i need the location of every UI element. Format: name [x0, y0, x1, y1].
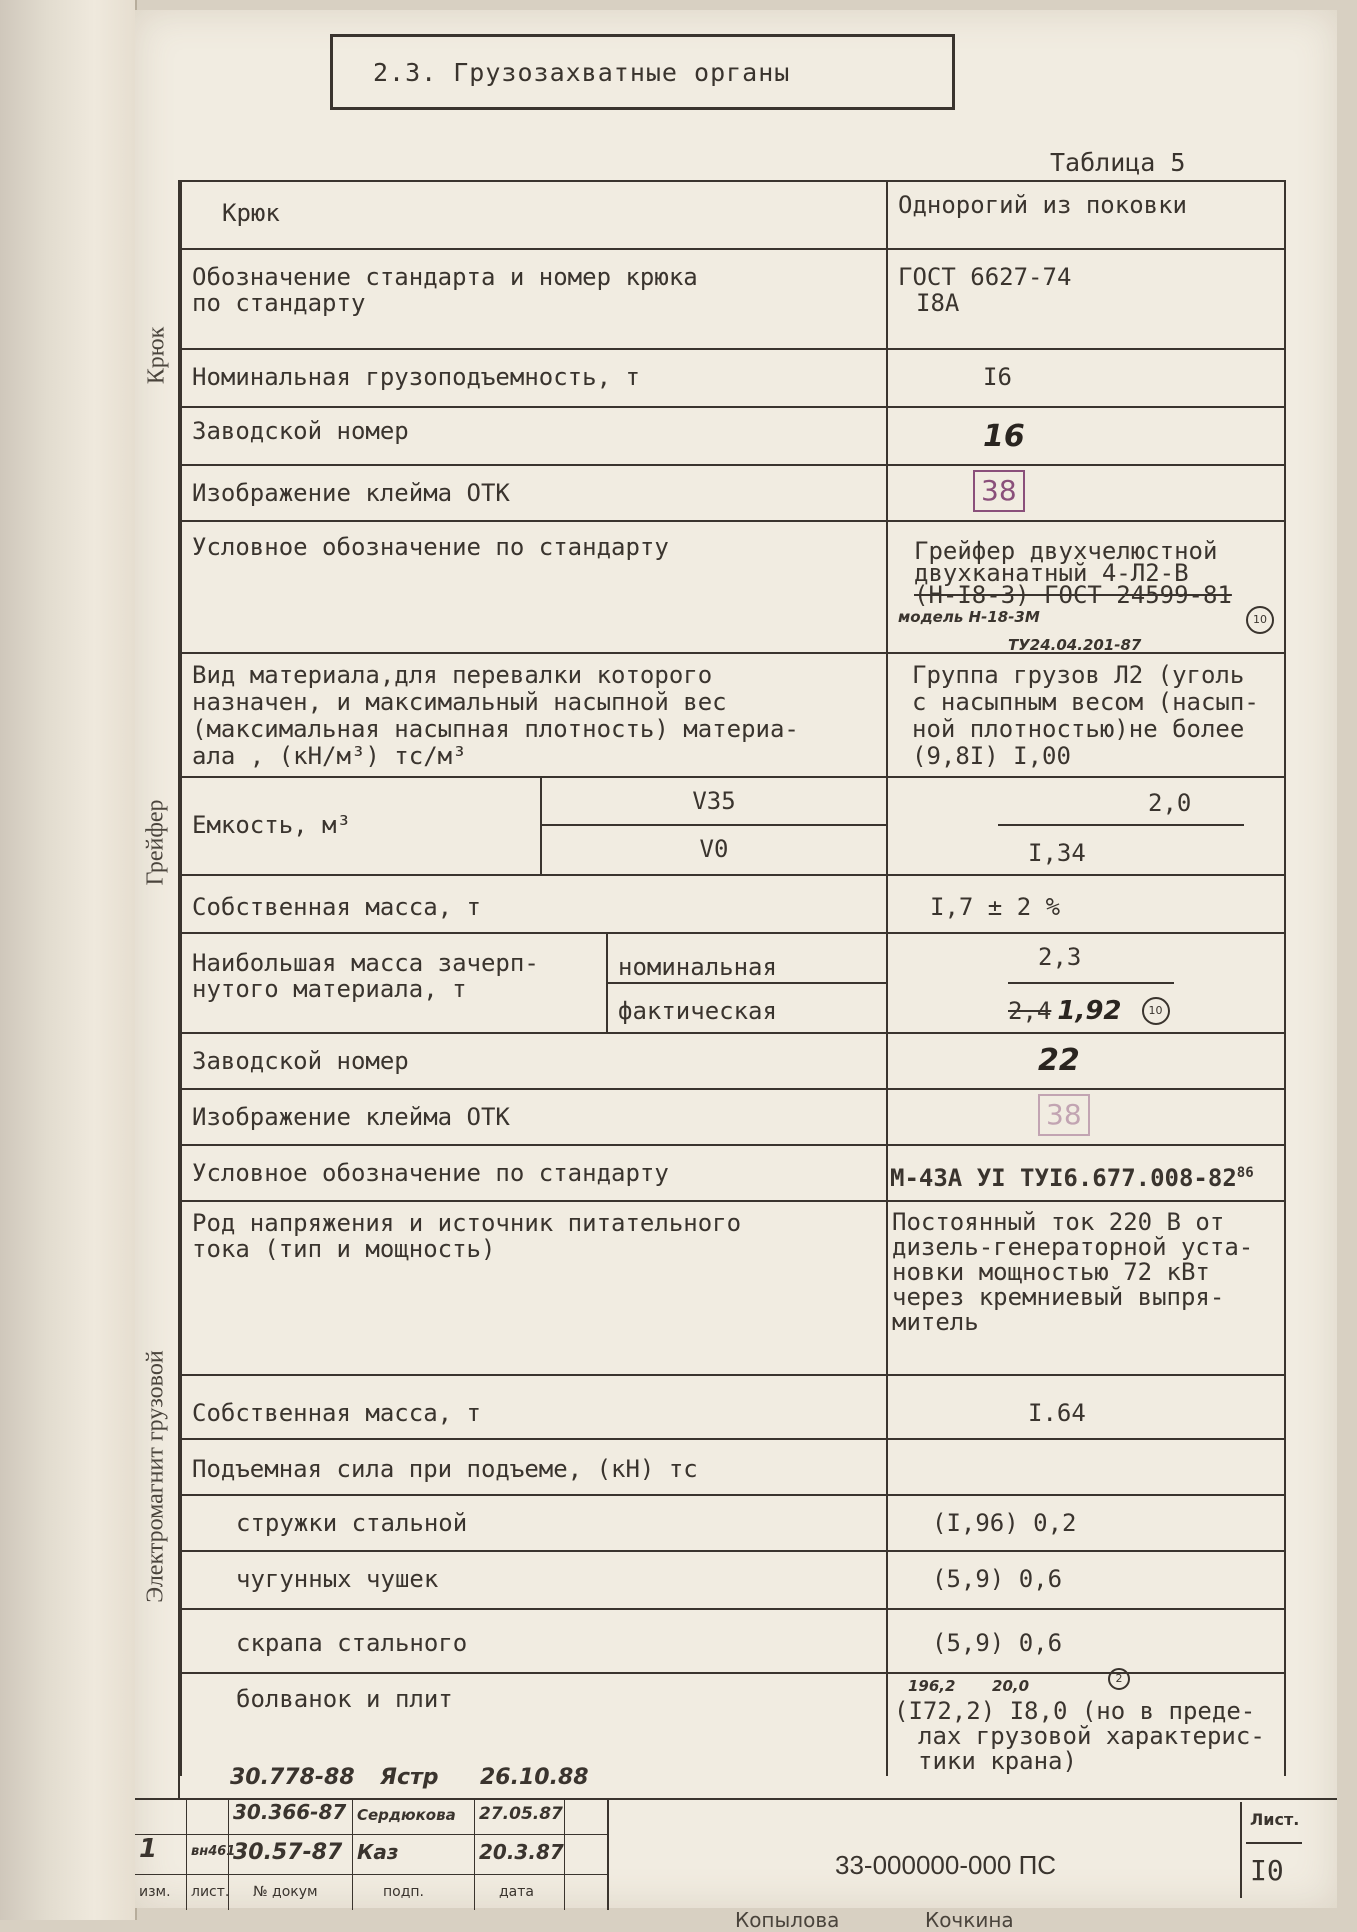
- sidebar-hook: [135, 180, 180, 530]
- table-row: [182, 1202, 1284, 1376]
- hook-serial-value: 16: [983, 419, 1025, 454]
- revision-hdr-sign: подп.: [353, 1874, 475, 1910]
- revision-row: [135, 1834, 607, 1875]
- sidebar-magnet-label: Электромагнит грузовой: [143, 1350, 169, 1603]
- table-row: [182, 934, 1284, 1034]
- magnet-slabs-new: 196,2 20,0: [908, 1677, 1030, 1695]
- specs-table: [180, 180, 1286, 1776]
- grab-nominal-value: 2,3: [1008, 934, 1174, 984]
- bottom-name-middle: Кочкина: [925, 1908, 1014, 1932]
- grab-designation-label: Условное обозначение по стандарту: [182, 522, 888, 652]
- revision-header-row: [135, 1874, 607, 1910]
- table-row: [182, 1440, 1284, 1496]
- table-row: [182, 1674, 1284, 1776]
- magnet-power-label-1: Род напряжения и источник питательного: [192, 1209, 742, 1237]
- section-title: 2.3. Грузозахватные органы: [373, 57, 791, 87]
- grab-material-value-1: Группа грузов Л2 (уголь: [912, 661, 1245, 689]
- grab-material-label-3: (максимальная насыпная плотность) материа-: [192, 715, 799, 743]
- sidebar-grab-label: Грейфер: [143, 799, 169, 886]
- grab-v35-label: V35: [542, 778, 886, 826]
- magnet-slabs-value-2: лах грузовой характерис-: [918, 1722, 1265, 1750]
- magnet-scrap-value: (5,9) 0,6: [932, 1629, 1063, 1657]
- magnet-designation-sup: 86: [1236, 1165, 1254, 1181]
- revision-row1-doc: 30.366-87: [229, 1800, 353, 1834]
- document-code: 33-000000-000 ПС: [835, 1850, 1057, 1880]
- grab-mass-value: I,7 ± 2 %: [930, 893, 1061, 921]
- grab-material-value-3: ной плотностью)не более: [912, 715, 1245, 743]
- revision-table: [135, 1800, 609, 1910]
- grab-actual-mark: 10: [1142, 997, 1170, 1025]
- hook-header-value: Однорогий из поковки: [898, 191, 1187, 219]
- hook-std-label-2: по стандарту: [192, 289, 366, 317]
- sidebar-hook-label: Крюк: [143, 326, 170, 384]
- magnet-slabs-value-3: тики крана): [918, 1747, 1077, 1775]
- bottom-name-left: Копылова: [735, 1908, 840, 1932]
- grab-designation-5: ТУ24.04.201-87: [1008, 636, 1142, 654]
- grab-mass-label: Собственная масса, т: [182, 876, 888, 932]
- revision-row2-change: 1: [135, 1834, 187, 1874]
- magnet-designation-label: Условное обозначение по стандарту: [182, 1146, 888, 1200]
- grab-material-value-2: с насыпным весом (насып-: [912, 688, 1259, 716]
- hook-serial-label: Заводской номер: [182, 408, 888, 464]
- sheet-box: [1240, 1802, 1308, 1898]
- magnet-power-label-2: тока (тип и мощность): [192, 1235, 496, 1263]
- magnet-power-value-3: новки мощностью 72 кВт: [892, 1258, 1210, 1286]
- grab-material-label-4: ала , (кН/м³) тс/м³: [192, 742, 467, 770]
- table-row: [182, 408, 1284, 466]
- grab-v35-value: 2,0: [998, 778, 1244, 826]
- sidebar-grab: [135, 530, 180, 1155]
- revision-above-sign: Ястр: [380, 1765, 439, 1790]
- table-row: [182, 1376, 1284, 1440]
- grab-otk-stamp: 38: [1038, 1094, 1090, 1136]
- table-label: Таблица 5: [1050, 148, 1186, 177]
- hook-capacity-value: I6: [983, 363, 1012, 391]
- magnet-power-value-1: Постоянный ток 220 В от: [892, 1208, 1225, 1236]
- revision-hdr-doc: № докум: [229, 1874, 353, 1910]
- grab-actual-label: фактическая: [618, 997, 777, 1025]
- grab-material-value-4: (9,8I) I,00: [912, 742, 1071, 770]
- grab-material-label-2: назначен, и максимальный насыпной вес: [192, 688, 727, 716]
- revision-row2-sign: Каз: [353, 1834, 475, 1874]
- sheet-number: I0: [1250, 1854, 1284, 1887]
- grab-capacity-label: Емкость, м³: [182, 778, 542, 874]
- document-page: [135, 10, 1337, 1932]
- table-row: [182, 1552, 1284, 1610]
- revision-row: [135, 1800, 607, 1835]
- magnet-mass-label: Собственная масса, т: [182, 1376, 888, 1438]
- table-row: [182, 1090, 1284, 1146]
- revision-row2-sheet: вн461: [187, 1834, 229, 1874]
- grab-serial-label: Заводской номер: [182, 1034, 888, 1088]
- magnet-slabs-value-1: (I72,2) I8,0 (но в преде-: [894, 1697, 1256, 1725]
- magnet-mass-value: I.64: [1028, 1399, 1086, 1427]
- title-block: [135, 1798, 1337, 1910]
- revision-row2-doc: 30.57-87: [229, 1834, 353, 1874]
- grab-actual-value: 1,92: [1057, 996, 1122, 1026]
- grab-designation-3: (Н-I8-3) ГОСТ 24599-81: [914, 581, 1232, 609]
- grab-scoop-label-2: нутого материала, т: [192, 975, 467, 1003]
- grab-scoop-label-1: Наибольшая масса зачерп-: [192, 949, 539, 977]
- revision-row1-sign: Сердюкова: [353, 1800, 475, 1834]
- table-row: [182, 1496, 1284, 1552]
- grab-actual-struck: 2,4: [1008, 997, 1052, 1025]
- grab-nominal-label: номинальная: [608, 934, 886, 984]
- table-row: [182, 1034, 1284, 1090]
- table-row: [182, 876, 1284, 934]
- table-row: [182, 522, 1284, 654]
- hook-std-label-1: Обозначение стандарта и номер крюка: [192, 263, 698, 291]
- revision-hdr-sheet: лист.: [187, 1874, 229, 1910]
- grab-otk-label: Изображение клейма ОТК: [182, 1090, 888, 1144]
- magnet-power-value-4: через кремниевый выпря-: [892, 1283, 1225, 1311]
- table-row: [182, 182, 1284, 250]
- magnet-designation-value: М-43А УI ТУI6.677.008-82: [890, 1164, 1237, 1192]
- table-row: [182, 250, 1284, 350]
- sidebar-magnet: [135, 1155, 180, 1798]
- revision-row1-date: 27.05.87: [475, 1800, 565, 1834]
- sheet-label: Лист.: [1250, 1810, 1300, 1829]
- table-row: [182, 350, 1284, 408]
- hook-otk-stamp: 38: [973, 470, 1025, 512]
- hook-otk-label: Изображение клейма ОТК: [182, 466, 888, 520]
- table-row: [182, 778, 1284, 876]
- table-row: [182, 1610, 1284, 1674]
- hook-header-label: Крюк: [182, 182, 888, 248]
- grab-material-label-1: Вид материала,для перевалки которого: [192, 661, 713, 689]
- grab-v0-value: I,34: [1028, 839, 1086, 867]
- magnet-chips-value: (I,96) 0,2: [932, 1509, 1077, 1537]
- magnet-pigs-value: (5,9) 0,6: [932, 1565, 1063, 1593]
- revision-above-doc: 30.778-88: [230, 1765, 355, 1790]
- grab-v0-label: V0: [699, 835, 729, 863]
- grab-designation-2: двухканатный 4-Л2-В: [914, 559, 1189, 587]
- magnet-power-value-2: дизель-генераторной уста-: [892, 1233, 1254, 1261]
- hook-std-value-2: I8A: [916, 289, 960, 317]
- revision-row2-date: 20.3.87: [475, 1834, 565, 1874]
- hook-capacity-label: Номинальная грузоподъемность, т: [182, 350, 888, 406]
- grab-serial-value: 22: [1038, 1043, 1080, 1078]
- table-row: [182, 1146, 1284, 1202]
- magnet-slabs-mark: 2: [1108, 1668, 1130, 1690]
- hook-std-value-1: ГОСТ 6627-74: [898, 263, 1072, 291]
- revision-hdr-change: изм.: [135, 1874, 187, 1910]
- magnet-lift-label: Подъемная сила при подъеме, (кН) тс: [182, 1440, 888, 1494]
- grab-designation-4: модель Н-18-3М: [898, 608, 1040, 626]
- magnet-chips-label: стружки стальной: [182, 1496, 888, 1550]
- magnet-scrap-label: скрапа стального: [182, 1610, 888, 1672]
- table-row: [182, 654, 1284, 778]
- revision-above-date: 26.10.88: [480, 1765, 589, 1790]
- table-row: [182, 466, 1284, 522]
- binding-spine: [0, 0, 137, 1920]
- grab-designation-1: Грейфер двухчелюстной: [914, 537, 1218, 565]
- grab-designation-mark: 10: [1246, 606, 1274, 634]
- magnet-slabs-label: болванок и плит: [182, 1674, 888, 1776]
- revision-hdr-date: дата: [475, 1874, 565, 1910]
- magnet-power-value-5: митель: [892, 1308, 979, 1336]
- magnet-pigs-label: чугунных чушек: [182, 1552, 888, 1608]
- section-title-box: [330, 34, 955, 110]
